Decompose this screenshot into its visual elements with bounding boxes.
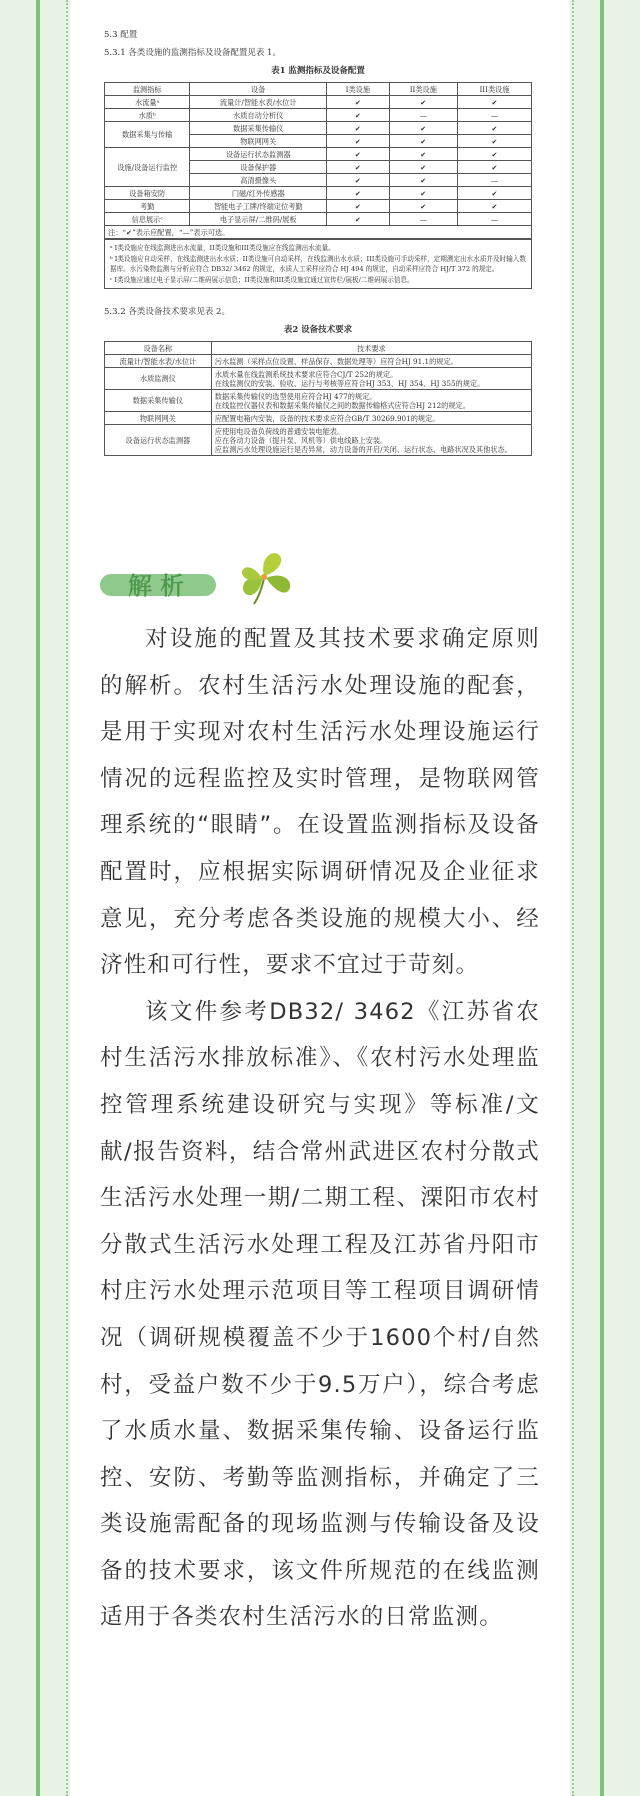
req-line: 应监测污水处理设施运行是否异常，动力设备的开启/关闭、运行状态、电路状况及其他状态。 xyxy=(214,444,512,454)
table-cell: 设备箱安防 xyxy=(105,187,190,200)
right-border-line xyxy=(600,0,604,1796)
clover-leaf-icon xyxy=(232,544,302,606)
table-cell: 高清摄像头 xyxy=(190,174,327,187)
table-cell xyxy=(211,425,531,456)
table1-header-cell: 监测指标 xyxy=(105,83,190,96)
table2-title: 表2 设备技术要求 xyxy=(283,325,353,336)
table-cell: 流量计/智能水表/水位计 xyxy=(105,355,212,368)
table-cell: — xyxy=(389,213,457,226)
table-cell: — xyxy=(389,109,457,122)
table-cell xyxy=(211,412,531,425)
req-line: 数据采集传输仪的选型使用应符合HJ 477的规定。 xyxy=(214,391,377,401)
section-heading: 5.3 配置 xyxy=(104,30,138,40)
table1-header-cell: III类设施 xyxy=(457,83,531,96)
table-cell xyxy=(211,368,531,390)
table1-header-row xyxy=(105,83,532,96)
table-cell: ✔ xyxy=(389,96,457,109)
analysis-label-text: 解析 xyxy=(128,572,192,600)
analysis-paragraph-2: 该文件参考DB32/ 3462《江苏省农村生活污水排放标准》、《农村污水处理监控管理系统建设研究与实现》等标准/文献/报告资料，结合常州武进区农村分散式生活污水处理一期/二期工程、溧阳市农村分散式生活污水处理工程及江苏省丹阳市村庄污水处理示范项目等工程项目调研情况（调研规模覆盖不少于1600个村/自然村，受益户数不少于9.5万户），综合考虑了水质水量、数据采集传输、设备运行监控、安防、考勤等监测指标，并确定了三类设施需配备的现场监测与传输设备及设备的技术要求，该文件所规范的在线监测适用于各类农村生活污水的日常监测。 xyxy=(100,998,540,1631)
table-cell: 水质ᵇ xyxy=(105,109,190,122)
table-cell: ✔ xyxy=(457,200,531,213)
table-cell: 数据采集传输仪 xyxy=(105,390,212,412)
req-line: 在线监测仪的安装、验收、运行与考核等应符合HJ 353、HJ 354、HJ 355的规定。 xyxy=(214,378,485,388)
table-cell: ✔ xyxy=(457,122,531,135)
table-cell: ✔ xyxy=(327,174,390,187)
table-cell: ✔ xyxy=(327,135,390,148)
table-cell: ✔ xyxy=(457,135,531,148)
table-cell: 设备保护器 xyxy=(190,161,327,174)
footnote: ᵇ I类设施应自动采样，在线监测进出水水质；II类设施可自动采样，在线监测出水水质；III类设施可手动采样，定期测定出水水质并及时输入数据库。水污染物监测与分析应符合 DB32/ 3462 的规定，水质人工采样应符合 HJ 494 的规定，自动采样应符合 HJ/T 372 的规定。 xyxy=(110,254,526,274)
table1-note: 注：“✔”表示应配置，“—”表示可选。 xyxy=(105,226,532,239)
left-border-line xyxy=(36,0,40,1796)
table-cell: — xyxy=(457,109,531,122)
table-row xyxy=(105,425,532,456)
table-row xyxy=(105,96,532,109)
table-cell: ✔ xyxy=(389,187,457,200)
table-cell: 物联网网关 xyxy=(190,135,327,148)
table-row xyxy=(105,368,532,390)
table-cell: 门磁/红外传感器 xyxy=(190,187,327,200)
table-cell: ✔ xyxy=(327,96,390,109)
table-cell: 电子显示屏/二维码/展板 xyxy=(190,213,327,226)
table-row xyxy=(105,226,532,239)
table-cell: 考勤 xyxy=(105,200,190,213)
table-cell: 水质监测仪 xyxy=(105,368,212,390)
table-row xyxy=(105,122,532,135)
footnote: ᵃ I类设施应在线监测进出水流量，II类设施和III类设施应在线监测出水流量。 xyxy=(110,244,335,252)
table-cell: 设备运行状态监测器 xyxy=(190,148,327,161)
table-cell: ✔ xyxy=(389,200,457,213)
table-cell: ✔ xyxy=(389,135,457,148)
table-cell: ✔ xyxy=(457,187,531,200)
table2-header-row xyxy=(105,342,532,355)
table-row xyxy=(105,355,532,368)
table-cell: ✔ xyxy=(327,122,390,135)
analysis-label xyxy=(128,566,192,601)
left-dotted-line xyxy=(66,0,68,1796)
table-row xyxy=(105,390,532,412)
table-cell: ✔ xyxy=(389,174,457,187)
table1 xyxy=(104,82,532,239)
table-row xyxy=(105,109,532,122)
standard-document-excerpt xyxy=(104,28,532,456)
table-cell: — xyxy=(457,213,531,226)
table-cell: ✔ xyxy=(389,161,457,174)
table-cell: ✔ xyxy=(457,148,531,161)
table2-header-cell: 设备名称 xyxy=(105,342,212,355)
table-cell: ✔ xyxy=(327,187,390,200)
table-cell: 数据采集传输仪 xyxy=(190,122,327,135)
table-cell: ✔ xyxy=(389,122,457,135)
table-row xyxy=(105,412,532,425)
table-cell: ✔ xyxy=(457,161,531,174)
table-row xyxy=(105,148,532,161)
req-line: 污水监测（采样点位设置、样品保存、数据处理等）应符合HJ 91.1的规定。 xyxy=(214,356,458,366)
table-cell: ✔ xyxy=(327,213,390,226)
clause-531: 5.3.1 各类设施的监测指标及设备配置见表 1。 xyxy=(104,48,281,58)
clause-532: 5.3.2 各类设备技术要求见表 2。 xyxy=(104,307,230,318)
table-cell: 水质自动分析仪 xyxy=(190,109,327,122)
table-cell: ✔ xyxy=(389,148,457,161)
analysis-body xyxy=(100,616,540,1641)
table-cell: 设施/设备运行监控 xyxy=(105,148,190,187)
table-cell: 水流量ᵃ xyxy=(105,96,190,109)
table-cell: 设备运行状态监测器 xyxy=(105,425,212,456)
table-cell: 智能电子工牌/终端定位考勤 xyxy=(190,200,327,213)
req-line: 在线监控仪器仪表和数据采集传输仪之间的数据传输格式应符合HJ 212的规定。 xyxy=(214,400,470,410)
table-cell xyxy=(211,355,531,368)
table-cell: 物联网网关 xyxy=(105,412,212,425)
req-line: 应在各动力设备（提升泵、风机等）供电线路上安装。 xyxy=(214,435,388,445)
analysis-paragraph-1: 对设施的配置及其技术要求确定原则的解析。农村生活污水处理设施的配套，是用于实现对农村生活污水处理设施运行情况的远程监控及实时管理，是物联网管理系统的“眼睛”。在设置监测指标及设备配置时，应根据实际调研情况及企业征求意见，充分考虑各类设施的规模大小、经济性和可行性，要求不宜过于苛刻。 xyxy=(100,626,540,979)
table-cell: ✔ xyxy=(327,161,390,174)
table-cell: ✔ xyxy=(457,96,531,109)
table-cell: ✔ xyxy=(327,200,390,213)
table2 xyxy=(104,341,532,456)
req-line: 应配置电箱内安装，设备的技术要求应符合GB/T 30269.901的规定。 xyxy=(214,413,440,423)
table1-footnotes xyxy=(104,239,532,289)
table-row xyxy=(105,213,532,226)
table-cell: 信息展示ᶜ xyxy=(105,213,190,226)
table-cell: ✔ xyxy=(327,109,390,122)
table-cell: 流量计/智能水表/水位计 xyxy=(190,96,327,109)
req-line: 应使用电设备负荷线的普通安装电能表。 xyxy=(214,426,345,436)
table1-header-cell: 设备 xyxy=(190,83,327,96)
table1-header-cell: II类设施 xyxy=(389,83,457,96)
table-cell: — xyxy=(457,174,531,187)
table-row xyxy=(105,187,532,200)
right-dotted-line xyxy=(572,0,574,1796)
table-cell xyxy=(211,390,531,412)
table-cell: 数据采集与传输 xyxy=(105,122,190,148)
table-cell: ✔ xyxy=(327,148,390,161)
table1-title: 表1 监测指标及设备配置 xyxy=(271,66,365,76)
footnote: ᶜ I类设施应通过电子显示屏/二维码展示信息；II类设施和III类设施宜通过宣传栏/展板/二维码展示信息。 xyxy=(110,275,414,284)
req-line: 水质水量在线监测系统技术要求应符合CJ/T 252的规定。 xyxy=(214,369,398,379)
table-row xyxy=(105,200,532,213)
table1-header-cell: I类设施 xyxy=(327,83,390,96)
table2-header-cell: 技术要求 xyxy=(211,342,531,355)
